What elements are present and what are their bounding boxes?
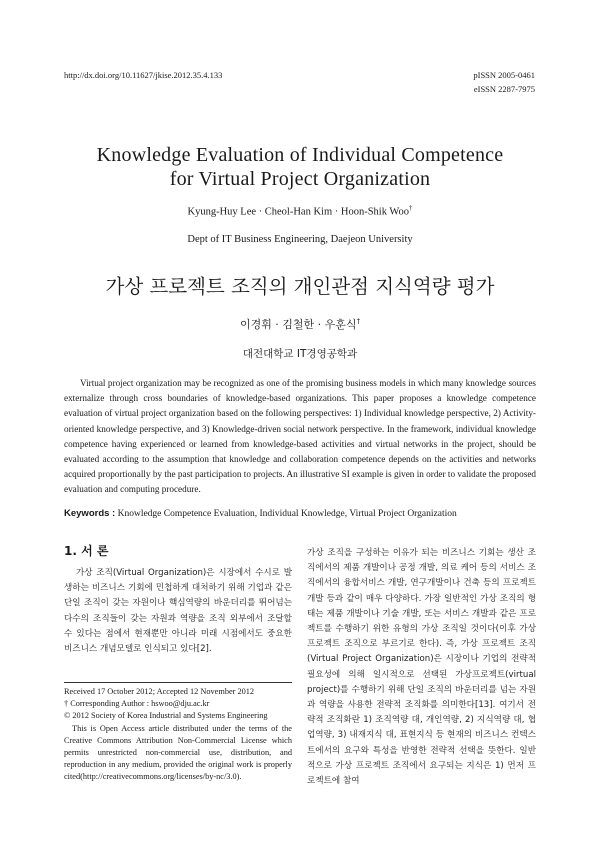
korean-corresponding-mark: †	[356, 317, 361, 326]
eissn: eISSN 2287-7975	[473, 84, 535, 94]
corresponding-mark: †	[408, 204, 413, 212]
footnotes	[64, 686, 292, 784]
footnote-divider	[64, 682, 292, 683]
keywords-label: Keywords :	[64, 508, 116, 519]
section-heading: 1. 서 론	[64, 544, 109, 558]
copyright: © 2012 Society of Korea Industrial and Systems Engineering	[64, 711, 268, 721]
received-date: Received 17 October 2012; Accepted 12 November 2012	[64, 687, 255, 696]
pissn: pISSN 2005-0461	[473, 70, 535, 80]
abstract: Virtual project organization may be recognized as one of the promising business models in which many knowledge sources externalize through cross boundaries of knowledge-based organizations. This paper proposes a knowledge competence evaluation of virtual project organization based on the following perspectives: 1) Individual knowledge perspective, 2) Activity-oriented knowledge perspective, and 3) Knowledge-driven social network perspective. In the framework, individual knowledge competence having experienced or learned from knowledge-based activities and virtual networks in the project, should be evaluated according to the assumption that knowledge and collaboration competence depends on the activities and networks acquired proportionally by the past participation to projects. An illustrative SI example is given in order to validate the proposed evaluation and computing procedure.	[64, 378, 536, 495]
corresponding-author: † Corresponding Author : hswoo@dju.ac.kr	[64, 699, 210, 709]
title-line-2: for Virtual Project Organization	[169, 168, 431, 190]
keywords-text: Knowledge Competence Evaluation, Individual Knowledge, Virtual Project Organization	[117, 509, 457, 519]
title-line-1: Knowledge Evaluation of Individual Competence	[96, 144, 504, 166]
keywords	[64, 508, 457, 519]
body-text-right: 가상 조직을 구성하는 이유가 되는 비즈니스 기회는 생산 조직에서의 제품 개발이나 공정 개발, 의료 케어 등의 서비스 조직에서의 융합서비스 개발, 연구개발이나 건축 등의 프로젝트 개발 등과 같이 매우 다양하다. 가장 일반적인 가상 조직의 형태는 제품 개발이나 기술 개발, 또는 서비스 개발과 같은 프로젝트를 수행하기 위한 유형의 가상 조직일 것이다(이후 가상 프로젝트 조직으로 부르기로 한다). 즉, 가상 프로젝트 조직(Virtual Project Organization)은 시장이나 기업의 전략적 필요성에 의해 일시적으로 선택된 가상프로젝트(virtual project)를 수행하기 위해 단일 조직의 바운더리를 넘는 자원과 역량을 사용한 전략적 조직화를 의미한다[13]. 여기서 전략적 조직화란 1) 조직역량 대, 개인역량, 2) 지식역량 대, 협업역량, 3) 내재지식 대, 표현지식 등 현재의 비즈니스 컨텍스트에서의 요구와 특성을 반영한 전략적 선택을 뜻한다. 일반적으로 가상 프로젝트 조직에서 요구되는 지식은 1) 먼저 프로젝트에 참여	[307, 548, 536, 787]
korean-author-list	[0, 316, 600, 332]
korean-title: 가상 프로젝트 조직의 개인관점 지식역량 평가	[105, 275, 495, 298]
author-list	[0, 204, 600, 218]
doi-link[interactable]: http://dx.doi.org/10.11627/jkise.2012.35.4.133	[64, 70, 223, 80]
body-text-left: 가상 조직(Virtual Organization)은 시장에서 수시로 발생하는 비즈니스 기회에 민첩하게 대처하기 위해 기업과 같은 단일 조직이 갖는 자원이나 핵심역량의 바운더리를 뛰어넘는 다수의 조직들이 갖는 자원과 역량을 조직 외부에서 조달할 수 있다는 점에서 현재뿐만 아니라 미래 시점에서도 중요한 비즈니스 개념모델로 인식되고 있다[2].	[64, 568, 292, 655]
korean-authors-text: 이경휘 · 김철한 · 우훈식	[239, 318, 357, 331]
authors-text: Kyung-Huy Lee · Cheol-Han Kim · Hoon-Shik Woo	[187, 206, 409, 218]
korean-affiliation: 대전대학교 IT경영공학과	[242, 348, 358, 360]
affiliation: Dept of IT Business Engineering, Daejeon University	[187, 234, 413, 245]
license-text: This is Open Access article distributed under the terms of the Creative Commons Attribution Non-Commercial License which permits unrestricted non-commercial use, distribution, and reproduction in any medium, provided the original work is properly cited(http://creativecommons.org/licenses/by-nc/3.0).	[64, 723, 292, 782]
